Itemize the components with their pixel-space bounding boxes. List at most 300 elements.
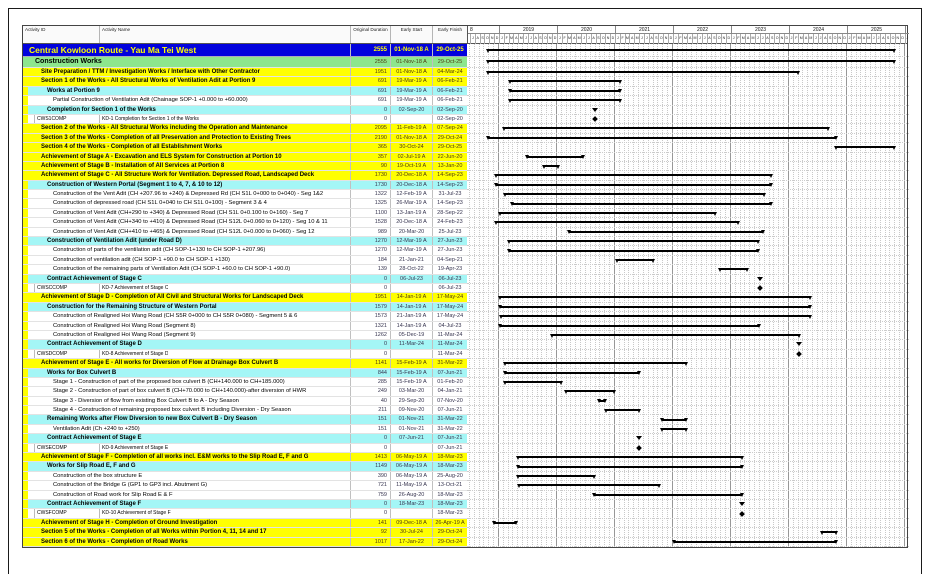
early-start-cell: 20-Mar-20 (390, 228, 432, 236)
original-duration-cell: 2555 (350, 44, 390, 56)
milestone-triangle-icon (592, 108, 598, 112)
original-duration-column-header: Original Duration (350, 26, 390, 43)
gantt-row (467, 303, 909, 312)
milestone-triangle-icon (636, 436, 642, 440)
row-cells (23, 491, 467, 500)
activity-name-cell: Construction of parts of the ventilation adit (CH SOP-1+130 to CH SOP-1 +207.96) (53, 247, 266, 254)
activity-name-cell: Remaining Works after Flow Diversion to new Box Culvert B - Dry Season (47, 416, 257, 423)
gantt-row (467, 509, 909, 518)
activity-name-cell: Construction of Realigned Hoi Wang Road (Segment 8) (53, 322, 196, 329)
key-date-row (23, 509, 907, 518)
timeline-month-label: A (513, 34, 518, 44)
original-duration-cell: 1573 (350, 312, 390, 320)
timeline-months-row (468, 34, 909, 44)
row-cells (23, 538, 467, 547)
original-duration-cell: 1730 (350, 181, 390, 189)
early-finish-cell: 14-Sep-23 (432, 171, 467, 179)
gantt-row (467, 340, 909, 349)
timeline-month-label: J (615, 34, 620, 44)
activity-row (23, 331, 907, 340)
timeline-month-label: D (494, 34, 499, 44)
timeline-month-label: J (871, 34, 876, 44)
original-duration-cell: 0 (350, 509, 390, 517)
gantt-bar (552, 334, 799, 336)
activity-row (23, 312, 907, 321)
activity-name-cell: Construction of the Vent Adit (CH +207.96 to +240) & Depressed Rd (CH S1L 0+000 to 0+040) - Seg 1&2 (53, 191, 324, 198)
row-cells (23, 57, 467, 68)
gantt-row (467, 462, 909, 471)
timeline-month-label: J (639, 34, 644, 44)
early-start-cell (390, 284, 432, 292)
gantt-row (467, 472, 909, 481)
original-duration-cell: 1413 (350, 453, 390, 461)
gantt-row (467, 444, 909, 453)
early-finish-cell: 17-May-24 (432, 312, 467, 320)
row-cells (23, 425, 467, 434)
timeline-month-label: J (818, 34, 823, 44)
timeline-month-label: J (581, 34, 586, 44)
original-duration-cell: 0 (350, 115, 390, 123)
gantt-bar (500, 212, 715, 214)
original-duration-cell: 0 (350, 350, 390, 358)
timeline-month-label: O (484, 34, 489, 44)
timeline-year-label: 2022 (673, 26, 731, 33)
original-duration-cell: 1149 (350, 462, 390, 470)
gantt-bar (662, 428, 686, 430)
activity-name-cell: Stage 3 - Diversion of flow from existing Box Culvert B to A - Dry Season (53, 397, 239, 404)
early-finish-cell: 18-Mar-23 (432, 491, 467, 499)
original-duration-cell: 0 (350, 434, 390, 442)
gantt-row (467, 397, 909, 406)
gantt-row (467, 481, 909, 490)
early-start-cell: 17-Jan-22 (390, 538, 432, 546)
row-cells (23, 106, 467, 115)
activity-row (23, 275, 907, 284)
timeline-month-label: D (900, 34, 905, 44)
gantt-bar (518, 456, 742, 458)
timeline-month-label: M (798, 34, 803, 44)
activity-row (23, 500, 907, 509)
gantt-bar (504, 127, 827, 129)
gantt-row (467, 246, 909, 255)
early-finish-cell: 11-Mar-24 (432, 340, 467, 348)
original-duration-cell: 1270 (350, 246, 390, 254)
activity-name-cell: Stage 1 - Construction of part of the proposed box culvert B (CH+140.000 to CH+185.000) (53, 378, 285, 385)
activity-name-cell: Construction of Realigned Hoi Wang Road (CH S5R 0+000 to CH S5R 0+080) - Segment 5 & 6 (53, 313, 298, 320)
timeline-month-label: J (557, 34, 562, 44)
activity-row (23, 237, 907, 246)
gantt-row (467, 44, 909, 57)
early-finish-cell: 02-Sep-20 (432, 106, 467, 114)
early-finish-cell: 31-Jul-23 (432, 190, 467, 198)
early-finish-cell: 06-Feb-21 (432, 96, 467, 104)
early-start-cell: 14-Jan-19 A (390, 293, 432, 301)
timeline-month-label: A (649, 34, 654, 44)
timeline-month-label: O (890, 34, 895, 44)
gantt-bar (599, 400, 605, 402)
row-cells (23, 228, 467, 237)
gantt-bar (510, 90, 619, 92)
gantt-row (467, 293, 909, 302)
timeline-month-label: S (885, 34, 890, 44)
activity-row (23, 218, 907, 227)
early-start-cell: 11-Mar-24 (390, 340, 432, 348)
gantt-bar (505, 193, 764, 195)
original-duration-cell: 1322 (350, 190, 390, 198)
early-finish-cell: 07-Sep-24 (432, 124, 467, 132)
row-cells (23, 387, 467, 396)
row-cells (23, 181, 467, 190)
gantt-row (467, 68, 909, 77)
gantt-bar (569, 231, 763, 233)
activity-row (23, 303, 907, 312)
timeline-month-label: J (523, 34, 528, 44)
timeline-month-label: M (750, 34, 755, 44)
timeline-month-label: N (895, 34, 900, 44)
original-duration-cell: 139 (350, 265, 390, 273)
early-finish-cell: 04-Sep-21 (432, 256, 467, 264)
timeline-month-label: J (499, 34, 504, 44)
gantt-bar (500, 296, 810, 298)
timeline-month-label: A (591, 34, 596, 44)
gantt-bar (594, 494, 743, 496)
activity-row (23, 256, 907, 265)
early-finish-cell: 29-Oct-25 (432, 44, 467, 56)
early-finish-cell: 07-Jun-21 (432, 444, 467, 452)
activity-name-cell: Section 5 of the Works - Completion of all Works within Portion 4, 11, 14 and 17 (41, 529, 267, 536)
early-start-cell: 20-Dec-18 A (390, 181, 432, 189)
original-duration-cell: 211 (350, 406, 390, 414)
row-cells (23, 415, 467, 424)
activity-row (23, 453, 907, 462)
early-finish-cell: 25-Jul-23 (432, 228, 467, 236)
gantt-row (467, 171, 909, 180)
row-cells (23, 369, 467, 378)
original-duration-cell: 1579 (350, 303, 390, 311)
activity-row (23, 171, 907, 180)
original-duration-cell: 721 (350, 481, 390, 489)
row-cells (23, 359, 467, 368)
row-cells (23, 265, 467, 274)
activity-name-cell (23, 444, 350, 452)
timeline-month-label: M (634, 34, 639, 44)
timeline-month-label: M (682, 34, 687, 44)
activity-name-cell: Achievement of Stage F - Completion of all works incl. E&M works to the Slip Road E, F and G (41, 454, 309, 461)
timeline-month-label: F (678, 34, 683, 44)
timeline-month-label: A (533, 34, 538, 44)
gantt-row (467, 322, 909, 331)
early-finish-cell: 27-Jun-23 (432, 246, 467, 254)
activity-id-cell: CWSDCOMP (34, 350, 100, 358)
gantt-bar (720, 268, 748, 270)
activity-row (23, 68, 907, 77)
activity-name-cell: Construction Works (35, 58, 102, 65)
timeline-month-label: A (687, 34, 692, 44)
gantt-row (467, 218, 909, 227)
early-finish-cell: 18-Mar-23 (432, 453, 467, 461)
activity-name-cell (23, 350, 350, 358)
early-start-cell: 15-Feb-19 A (390, 359, 432, 367)
activity-row (23, 340, 907, 349)
row-cells (23, 143, 467, 152)
timeline-year-label: 2023 (731, 26, 789, 33)
gantt-bar (505, 372, 639, 374)
gantt-bar (510, 99, 619, 101)
activity-row (23, 153, 907, 162)
activity-row (23, 322, 907, 331)
activity-name-cell (23, 115, 350, 123)
early-finish-cell: 06-Jul-23 (432, 284, 467, 292)
gantt-row (467, 209, 909, 218)
activity-name-cell: Contract Achievement of Stage C (47, 275, 142, 282)
gantt-row (467, 106, 909, 115)
timeline-year-label (905, 26, 909, 33)
timeline-month-label: F (562, 34, 567, 44)
original-duration-cell: 1951 (350, 68, 390, 76)
early-start-cell: 01-Nov-18 A (390, 57, 432, 67)
activity-name-cell: Works for Box Culvert B (47, 369, 117, 376)
early-finish-cell: 01-Feb-20 (432, 378, 467, 386)
early-start-cell: 15-Feb-19 A (390, 378, 432, 386)
gantt-row (467, 228, 909, 237)
timeline-month-label: D (610, 34, 615, 44)
row-cells (23, 331, 467, 340)
early-finish-cell: 11-Mar-24 (432, 331, 467, 339)
row-cells (23, 275, 467, 284)
activity-name-cell: Construction of the box structure E (53, 472, 143, 479)
row-cells (23, 44, 467, 57)
early-start-cell: 06-May-19 A (390, 472, 432, 480)
original-duration-cell: 1951 (350, 293, 390, 301)
original-duration-cell: 691 (350, 77, 390, 85)
activity-row (23, 96, 907, 105)
early-finish-cell: 29-Oct-25 (432, 57, 467, 67)
early-start-cell: 06-May-19 A (390, 453, 432, 461)
timeline-month-label: D (726, 34, 731, 44)
original-duration-cell: 1325 (350, 199, 390, 207)
early-finish-cell: 18-Mar-23 (432, 500, 467, 508)
timeline-year-label: 2021 (615, 26, 673, 33)
activity-row (23, 190, 907, 199)
gantt-bar (488, 60, 894, 62)
activity-row (23, 77, 907, 86)
early-finish-cell: 06-Feb-21 (432, 77, 467, 85)
activity-row (23, 406, 907, 415)
timeline-month-label: F (793, 34, 798, 44)
activity-name-cell: Construction of ventilation adit (CH SOP-1 +90.0 to CH SOP-1 +130) (53, 256, 230, 263)
early-finish-cell: 26-Apr-19 A (432, 519, 467, 527)
activity-row (23, 246, 907, 255)
row-cells (23, 134, 467, 143)
timeline-month-label: D (784, 34, 789, 44)
early-finish-cell: 24-Feb-23 (432, 218, 467, 226)
activity-name-cell: Construction of depressed road (CH S1L 0+040 to CH S1L 0+100) - Segment 3 & 4 (53, 200, 267, 207)
timeline-month-label: M (576, 34, 581, 44)
timeline-month-label: S (596, 34, 601, 44)
early-start-cell: 02-Sep-20 (390, 106, 432, 114)
early-start-cell: 01-Nov-21 (390, 415, 432, 423)
activity-row (23, 181, 907, 190)
activity-row (23, 87, 907, 96)
early-start-cell: 30-Jul-24 (390, 528, 432, 536)
activity-name-cell: Section 4 of the Works - Completion of all Establishment Works (41, 144, 223, 151)
early-start-cell: 13-Jan-19 A (390, 209, 432, 217)
timeline-month-label: J (760, 34, 765, 44)
early-start-cell: 01-Nov-18 A (390, 44, 432, 56)
gantt-row (467, 538, 909, 547)
early-finish-cell: 19-Apr-23 (432, 265, 467, 273)
timeline-month-label: F (736, 34, 741, 44)
gantt-schedule-panel (22, 25, 908, 548)
timeline-month-label: S (769, 34, 774, 44)
gantt-row (467, 359, 909, 368)
page-border-top (8, 8, 922, 9)
activity-name-cell: Achievement of Stage E - All works for Diversion of Flow at Drainage Box Culvert B (41, 360, 279, 367)
activity-name-cell: Section 1 of the Works - All Structural Works of Ventilation Adit at Portion 9 (41, 78, 256, 85)
original-duration-cell: 759 (350, 491, 390, 499)
activity-name-text: KD-10 Achievement of Stage F (102, 510, 171, 517)
row-cells (23, 190, 467, 199)
early-finish-cell: 07-Jun-21 (432, 369, 467, 377)
original-duration-cell: 1528 (350, 218, 390, 226)
gantt-row (467, 434, 909, 443)
original-duration-cell: 141 (350, 519, 390, 527)
gantt-bar (822, 531, 836, 533)
early-finish-cell: 04-Jul-23 (432, 322, 467, 330)
early-start-cell: 19-Mar-19 A (390, 87, 432, 95)
early-finish-cell: 31-Mar-22 (432, 359, 467, 367)
early-start-cell: 26-Aug-20 (390, 491, 432, 499)
timeline-month-label: J (847, 34, 852, 44)
activity-name-cell: Section 3 of the Works - Completion of all Preservation and Protection to Existing Trees (41, 134, 291, 141)
activity-name-cell: Contract Achievement of Stage D (47, 341, 142, 348)
gantt-row (467, 415, 909, 424)
activity-name-cell: Achievement of Stage C - All Structure Work for Ventilation. Depressed Road, Landscaped Deck (41, 172, 315, 179)
early-start-cell: 21-Jan-19 A (390, 312, 432, 320)
gantt-bar (836, 146, 894, 148)
original-duration-cell: 1321 (350, 322, 390, 330)
timeline-month-label: O (716, 34, 721, 44)
gantt-bar (500, 325, 759, 327)
timeline-month-label: J (755, 34, 760, 44)
timeline-month-label: M (808, 34, 813, 44)
milestone-triangle-icon (739, 502, 745, 506)
milestone-diamond-icon (796, 351, 802, 357)
gantt-bar (617, 259, 653, 261)
row-cells (23, 303, 467, 312)
early-start-cell: 11-May-19 A (390, 481, 432, 489)
row-cells (23, 284, 467, 293)
key-date-row (23, 115, 907, 124)
early-start-cell: 20-Dec-18 A (390, 218, 432, 226)
gantt-bar (510, 80, 619, 82)
early-finish-cell: 04-Jan-21 (432, 387, 467, 395)
row-cells (23, 500, 467, 509)
activity-id-cell: CWSFCOMP (34, 509, 100, 517)
row-cells (23, 509, 467, 518)
early-start-cell: 12-Mar-19 A (390, 246, 432, 254)
early-start-cell: 19-Oct-19 A (390, 162, 432, 170)
gantt-row (467, 96, 909, 105)
early-finish-cell: 28-Sep-22 (432, 209, 467, 217)
row-cells (23, 115, 467, 124)
original-duration-cell: 285 (350, 378, 390, 386)
row-cells (23, 162, 467, 171)
row-cells (23, 406, 467, 415)
timeline-month-label: S (827, 34, 832, 44)
gantt-row (467, 190, 909, 199)
original-duration-cell: 989 (350, 228, 390, 236)
early-start-cell: 07-Jun-21 (390, 434, 432, 442)
gantt-row (467, 115, 909, 124)
timeline-year-label: 2025 (847, 26, 905, 33)
row-cells (23, 77, 467, 86)
early-finish-cell: 04-Mar-24 (432, 68, 467, 76)
early-start-cell: 01-Nov-21 (390, 425, 432, 433)
early-finish-cell: 13-Jan-20 (432, 162, 467, 170)
activity-name-cell: Construction for the Remaining Structure of Western Portal (47, 303, 217, 310)
timeline-month-label: M (866, 34, 871, 44)
timeline-month-label: N (489, 34, 494, 44)
activity-name-cell: Contract Achievement of Stage F (47, 500, 142, 507)
original-duration-cell: 0 (350, 106, 390, 114)
gantt-row (467, 162, 909, 171)
original-duration-cell: 184 (350, 256, 390, 264)
activity-name-cell: Completion for Section 1 of the Works (47, 106, 156, 113)
gantt-bar (512, 203, 771, 205)
activity-id-column-header: Activity ID (23, 26, 100, 43)
activity-row (23, 378, 907, 387)
timeline-month-label: N (605, 34, 610, 44)
early-finish-cell: 07-Jun-21 (432, 434, 467, 442)
activity-name-cell: Construction of Vent Adit (CH+340 to +410) & Depressed Road (CH S12L 0+0.060 to 0+120) - Seg 10 & 11 (53, 219, 328, 226)
gantt-bar (518, 466, 742, 468)
page-border-left (8, 8, 9, 574)
early-start-cell: 01-Nov-18 A (390, 68, 432, 76)
gantt-row (467, 275, 909, 284)
timeline-month-label: J (905, 34, 910, 44)
gantt-bar (501, 315, 810, 317)
early-start-cell: 19-Mar-19 A (390, 96, 432, 104)
early-start-cell: 05-Dec-19 (390, 331, 432, 339)
original-duration-cell: 1100 (350, 209, 390, 217)
gantt-row (467, 453, 909, 462)
row-cells (23, 481, 467, 490)
timeline-month-label: A (707, 34, 712, 44)
row-cells (23, 171, 467, 180)
gantt-row (467, 181, 909, 190)
early-start-cell: 14-Jan-19 A (390, 322, 432, 330)
activity-row (23, 472, 907, 481)
activity-row (23, 481, 907, 490)
original-duration-cell: 357 (350, 153, 390, 161)
gantt-bar (505, 381, 561, 383)
activity-row (23, 57, 907, 68)
early-start-cell: 29-Sep-20 (390, 397, 432, 405)
activity-row (23, 528, 907, 537)
activity-id-cell: CWSCCOMP (34, 284, 100, 292)
timeline-month-label: A (571, 34, 576, 44)
gantt-bar (509, 240, 758, 242)
activity-name-text: KD-9 Achievement of Stage E (102, 444, 169, 451)
timeline-month-label: O (832, 34, 837, 44)
timeline-month-label: J (876, 34, 881, 44)
gantt-bar (505, 362, 686, 364)
gantt-bar (518, 475, 593, 477)
row-cells (23, 209, 467, 218)
activity-id-cell: CWSECOMP (34, 444, 100, 452)
early-start-cell: 28-Oct-22 (390, 265, 432, 273)
